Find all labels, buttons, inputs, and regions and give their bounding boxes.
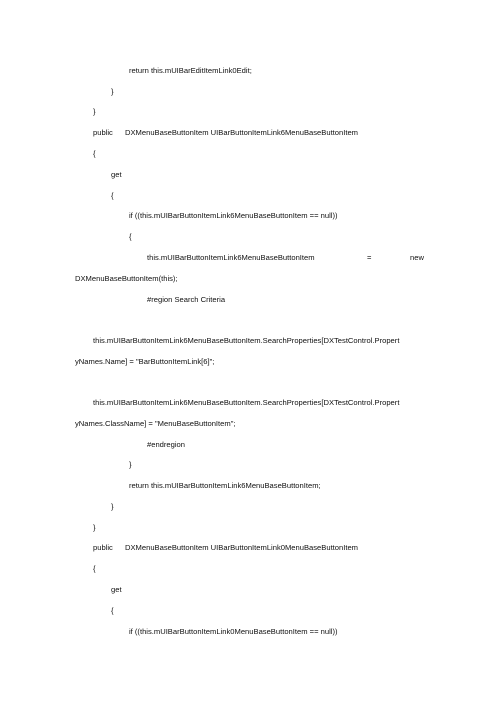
code-line: }: [129, 460, 132, 469]
code-line: DXMenuBaseButtonItem UIBarButtonItemLink0MenuBaseButtonItem: [125, 543, 358, 552]
code-line: this.mUIBarButtonItemLink6MenuBaseButtonItem: [147, 253, 315, 262]
code-line: {: [93, 149, 96, 158]
code-line: get: [111, 585, 122, 594]
code-line: yNames.Name] = "BarButtonItemLink[6]";: [75, 357, 215, 366]
code-line: public: [93, 128, 113, 137]
code-line: this.mUIBarButtonItemLink6MenuBaseButtonItem.SearchProperties[DXTestControl.Propert: [93, 336, 400, 345]
code-line: if ((this.mUIBarButtonItemLink6MenuBaseButtonItem == null)): [129, 211, 338, 220]
code-line: return this.mUIBarButtonItemLink6MenuBaseButtonItem;: [129, 481, 321, 490]
code-line: DXMenuBaseButtonItem UIBarButtonItemLink6MenuBaseButtonItem: [125, 128, 358, 137]
code-line: yNames.ClassName] = "MenuBaseButtonItem";: [75, 419, 236, 428]
code-line: }: [93, 523, 96, 532]
code-line: if ((this.mUIBarButtonItemLink0MenuBaseButtonItem == null)): [129, 627, 338, 636]
code-line: #region Search Criteria: [147, 295, 226, 304]
code-line: =: [367, 253, 372, 262]
code-line: new: [410, 253, 424, 262]
code-line: public: [93, 543, 113, 552]
code-line: DXMenuBaseButtonItem(this);: [75, 274, 178, 283]
code-line: {: [129, 232, 132, 241]
code-line: this.mUIBarButtonItemLink6MenuBaseButtonItem.SearchProperties[DXTestControl.Propert: [93, 398, 400, 407]
code-line: }: [111, 87, 114, 96]
code-line: {: [111, 191, 114, 200]
code-line: get: [111, 170, 122, 179]
code-line: {: [93, 564, 96, 573]
code-line: return this.mUIBarEditItemLink0Edit;: [129, 66, 252, 75]
code-line: }: [111, 502, 114, 511]
code-line: }: [93, 107, 96, 116]
code-line: #endregion: [147, 440, 186, 449]
code-line: {: [111, 606, 114, 615]
